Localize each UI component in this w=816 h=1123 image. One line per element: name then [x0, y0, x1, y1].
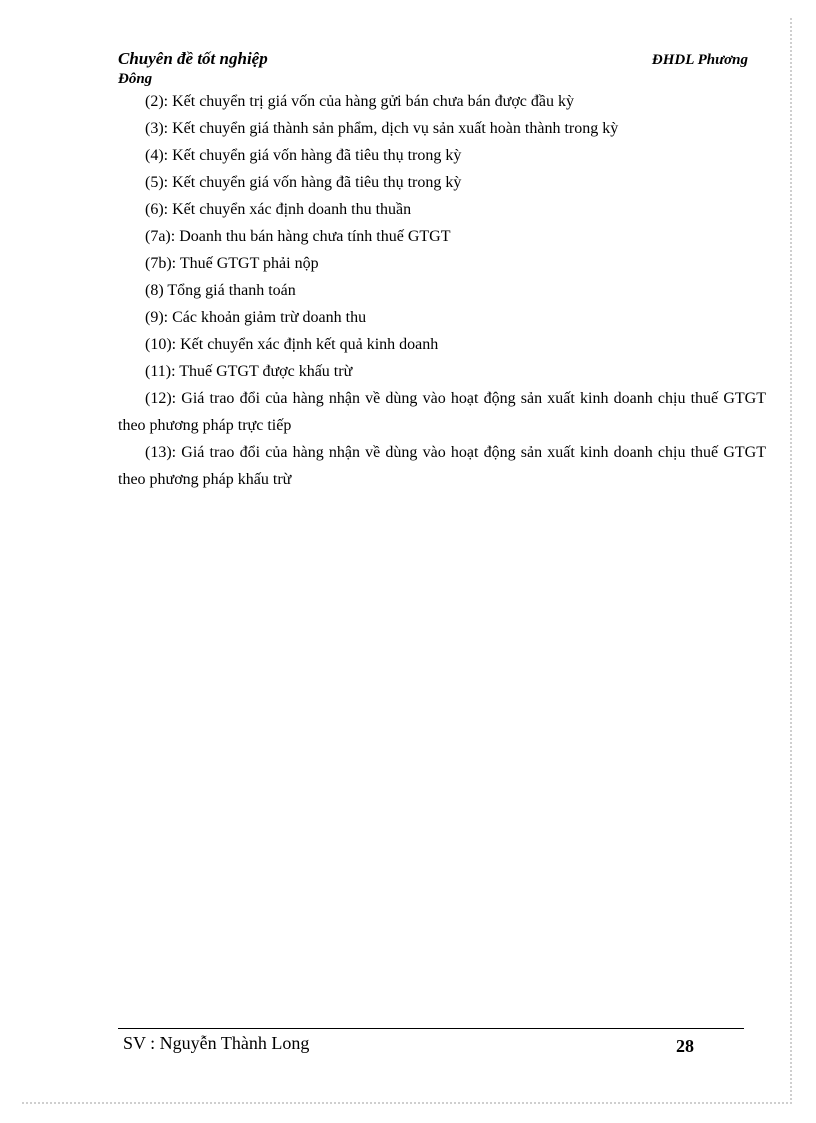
footer-student-name: SV : Nguyễn Thành Long: [123, 1033, 310, 1053]
paragraph: (7b): Thuế GTGT phải nộp: [145, 255, 319, 272]
paragraph: (7a): Doanh thu bán hàng chưa tính thuế GTGT: [145, 228, 451, 245]
body-text: [118, 88, 766, 493]
paragraph: (5): Kết chuyển giá vốn hàng đã tiêu thụ trong kỳ: [145, 174, 462, 191]
document-header-institution: ĐHDL Phương: [651, 52, 748, 68]
paragraph: (9): Các khoản giảm trừ doanh thu: [145, 309, 367, 326]
paragraph: (2): Kết chuyển trị giá vốn của hàng gửi bán chưa bán được đầu kỳ: [145, 93, 575, 110]
paragraph: (13): Giá trao đổi của hàng nhận về dùng vào hoạt động sản xuất kinh doanh chịu thuế GTGT theo phương pháp khấu trừ: [118, 444, 766, 488]
page-number: 28: [676, 1036, 694, 1056]
footer-divider: [118, 1028, 744, 1029]
paragraph: (12): Giá trao đổi của hàng nhận về dùng vào hoạt động sản xuất kinh doanh chịu thuế GTGT theo phương pháp trực tiếp: [118, 390, 766, 434]
document-header-title: [118, 49, 268, 89]
paragraph: (4): Kết chuyển giá vốn hàng đã tiêu thụ trong kỳ: [145, 147, 462, 164]
paragraph: (10): Kết chuyển xác định kết quả kinh doanh: [145, 336, 439, 353]
paragraph: (8) Tổng giá thanh toán: [145, 282, 296, 299]
header-title-line1: Chuyên đề tốt nghiệp: [118, 49, 268, 68]
paragraph: (11): Thuế GTGT được khấu trừ: [145, 363, 353, 380]
paragraph: (6): Kết chuyển xác định doanh thu thuần: [145, 201, 412, 218]
paragraph: (3): Kết chuyển giá thành sản phẩm, dịch vụ sản xuất hoàn thành trong kỳ: [145, 120, 619, 137]
header-title-line2: Đông: [118, 71, 153, 87]
